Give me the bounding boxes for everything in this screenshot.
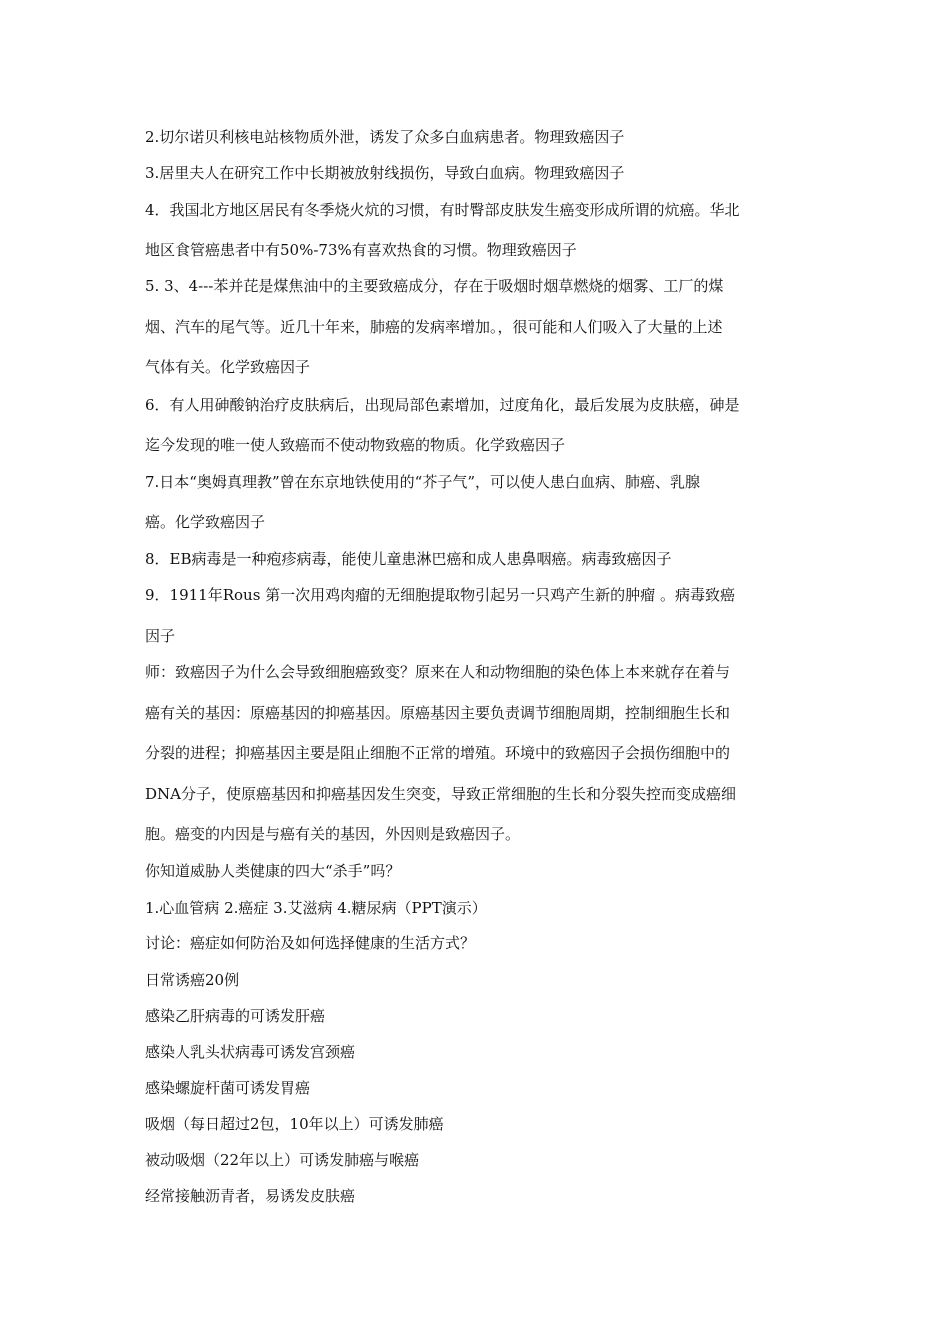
text-line-11: 癌。化学致癌因子 [145,513,266,531]
text-line-4: 地区食管癌患者中有50%-73%有喜欢热食的习惯。物理致癌因子 [145,241,577,259]
text-line-17: 分裂的进程；抑癌基因主要是阻止细胞不正常的增殖。环境中的致癌因子会损伤细胞中的 [145,744,731,762]
text-line-29: 经常接触沥青者，易诱发皮肤癌 [145,1187,356,1205]
text-line-26: 感染螺旋杆菌可诱发胃癌 [145,1079,311,1097]
text-line-10: 7.日本“奥姆真理教”曾在东京地铁使用的“芥子气”，可以使人患白血病、肺癌、乳腺 [145,473,700,491]
text-line-2: 3.居里夫人在研究工作中长期被放射线损伤，导致白血病。物理致癌因子 [145,164,625,182]
text-line-28: 被动吸烟（22年以上）可诱发肺癌与喉癌 [145,1151,420,1169]
text-line-27: 吸烟（每日超过2包，10年以上）可诱发肺癌 [145,1115,444,1133]
text-line-16: 癌有关的基因：原癌基因的抑癌基因。原癌基因主要负责调节细胞周期，控制细胞生长和 [145,704,731,722]
text-line-3: 4．我国北方地区居民有冬季烧火炕的习惯，有时臀部皮肤发生癌变形成所谓的炕癌。华北 [145,201,740,219]
text-line-8: 6．有人用砷酸钠治疗皮肤病后，出现局部色素增加，过度角化，最后发展为皮肤癌，砷是 [145,396,740,414]
text-line-22: 讨论：癌症如何防治及如何选择健康的生活方式？ [145,934,476,952]
text-line-9: 迄今发现的唯一使人致癌而不使动物致癌的物质。化学致癌因子 [145,436,566,454]
text-line-7: 气体有关。化学致癌因子 [145,358,311,376]
text-line-1: 2.切尔诺贝利核电站核物质外泄，诱发了众多白血病患者。物理致癌因子 [145,128,625,146]
text-line-21: 1.心血管病 2.癌症 3.艾滋病 4.糖尿病（PPT演示） [145,899,487,917]
text-line-20: 你知道威胁人类健康的四大“杀手”吗？ [145,862,401,880]
text-line-12: 8．EB病毒是一种疱疹病毒，能使儿童患淋巴癌和成人患鼻咽癌。病毒致癌因子 [145,550,672,568]
text-line-24: 感染乙肝病毒的可诱发肝癌 [145,1007,326,1025]
text-line-19: 胞。癌变的内因是与癌有关的基因，外因则是致癌因子。 [145,825,521,843]
text-line-5: 5. 3、4---苯并芘是煤焦油中的主要致癌成分，存在于吸烟时烟草燃烧的烟雾、工厂的煤 [145,277,724,295]
text-line-13: 9．1911年Rous 第一次用鸡肉瘤的无细胞提取物引起另一只鸡产生新的肿瘤 。病毒致癌 [145,586,735,604]
text-line-6: 烟、汽车的尾气等。近几十年来，肺癌的发病率增加。，很可能和人们吸入了大量的上述 [145,318,723,336]
text-line-23: 日常诱癌20例 [145,971,240,989]
text-line-15: 师：致癌因子为什么会导致细胞癌致变？原来在人和动物细胞的染色体上本来就存在着与 [145,663,731,681]
text-line-25: 感染人乳头状病毒可诱发宫颈癌 [145,1043,356,1061]
text-line-14: 因子 [145,627,176,645]
text-line-18: DNA分子，使原癌基因和抑癌基因发生突变，导致正常细胞的生长和分裂失控而变成癌细 [145,785,736,803]
